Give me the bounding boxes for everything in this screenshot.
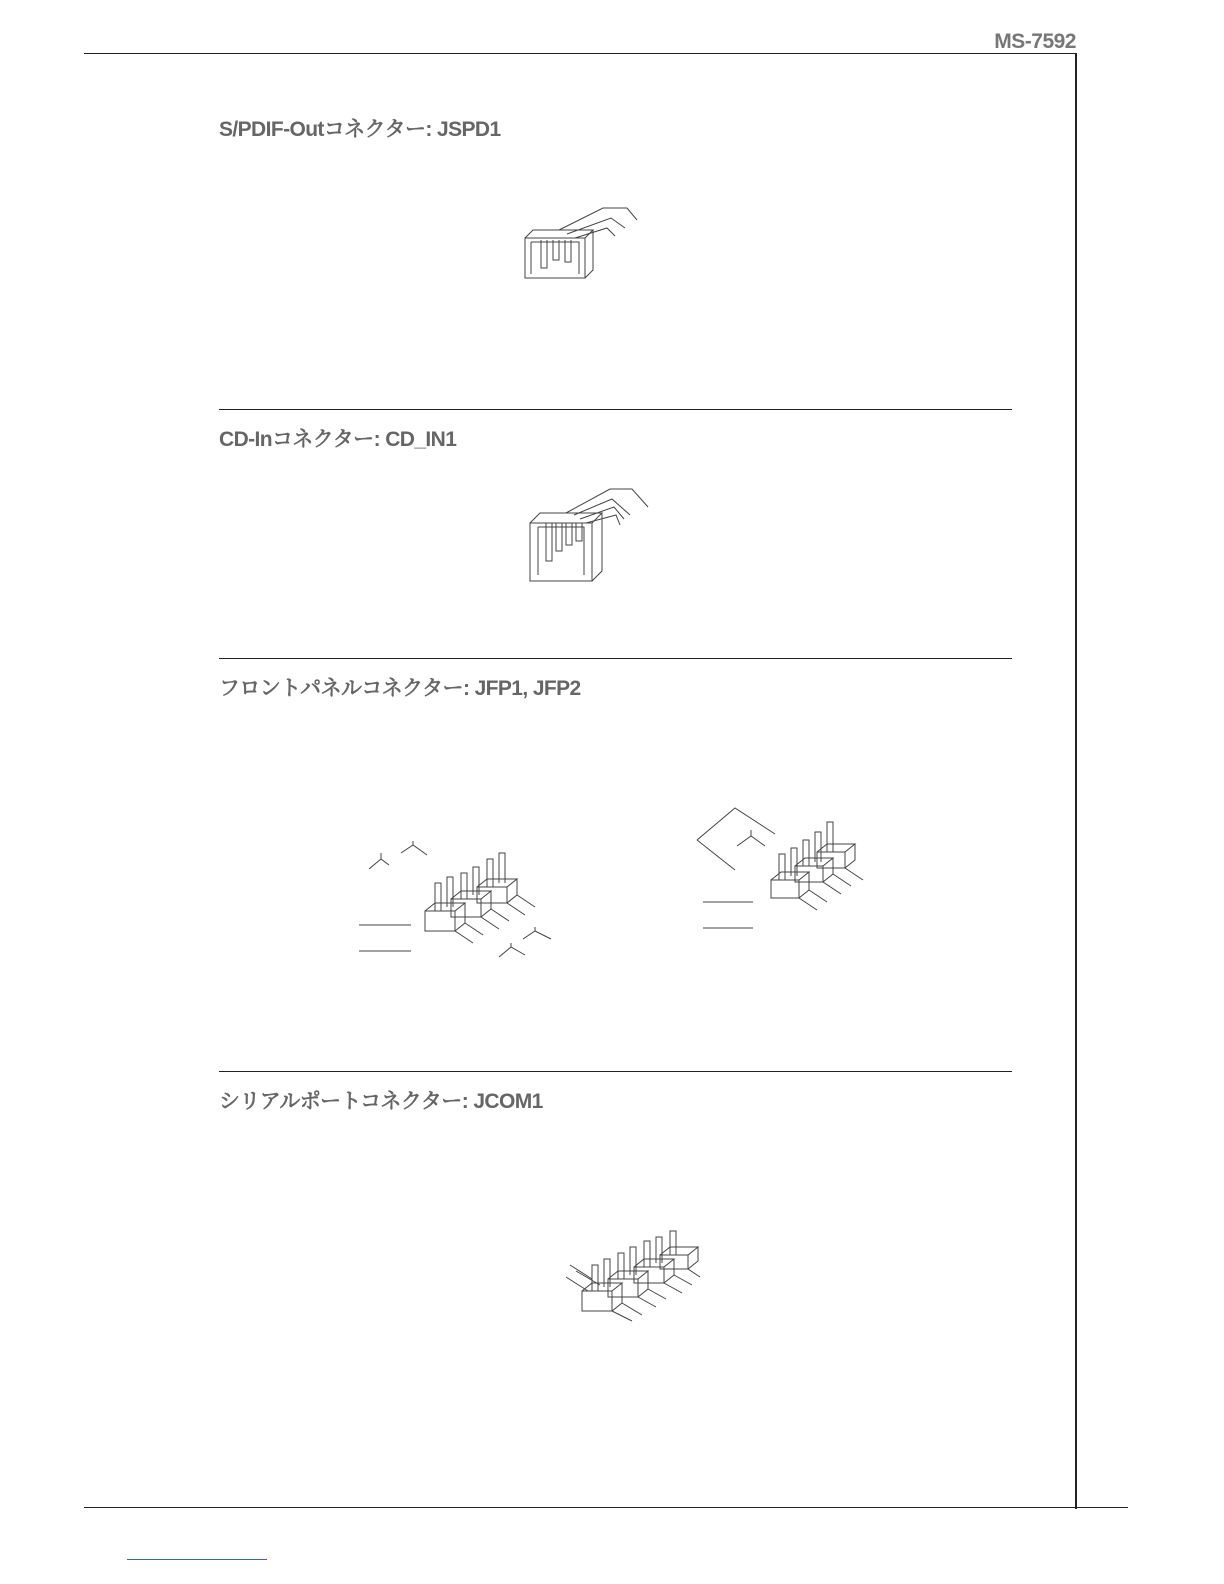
section-heading-serial-port: シリアルポートコネクター: JCOM1 — [219, 1090, 543, 1113]
model-number: MS-7592 — [994, 30, 1076, 53]
section-divider — [219, 658, 1012, 659]
spdif-connector-diagram — [515, 200, 645, 285]
jcom1-pin-header-diagram — [560, 1235, 705, 1330]
section-divider — [219, 1071, 1012, 1072]
section-divider — [219, 409, 1012, 410]
cd-in-connector-diagram — [520, 485, 655, 585]
right-rule — [1075, 53, 1077, 1509]
footer-link-underline — [127, 1559, 267, 1560]
section-heading-spdif: S/PDIF-Outコネクター: JSPD1 — [219, 118, 501, 141]
jfp1-pin-header-diagram — [355, 835, 565, 965]
top-rule — [84, 53, 1076, 54]
bottom-rule — [84, 1507, 1128, 1508]
jfp2-pin-header-diagram — [695, 800, 875, 935]
section-heading-front-panel: フロントパネルコネクター: JFP1, JFP2 — [219, 677, 581, 700]
section-heading-cd-in: CD-Inコネクター: CD_IN1 — [219, 428, 457, 451]
